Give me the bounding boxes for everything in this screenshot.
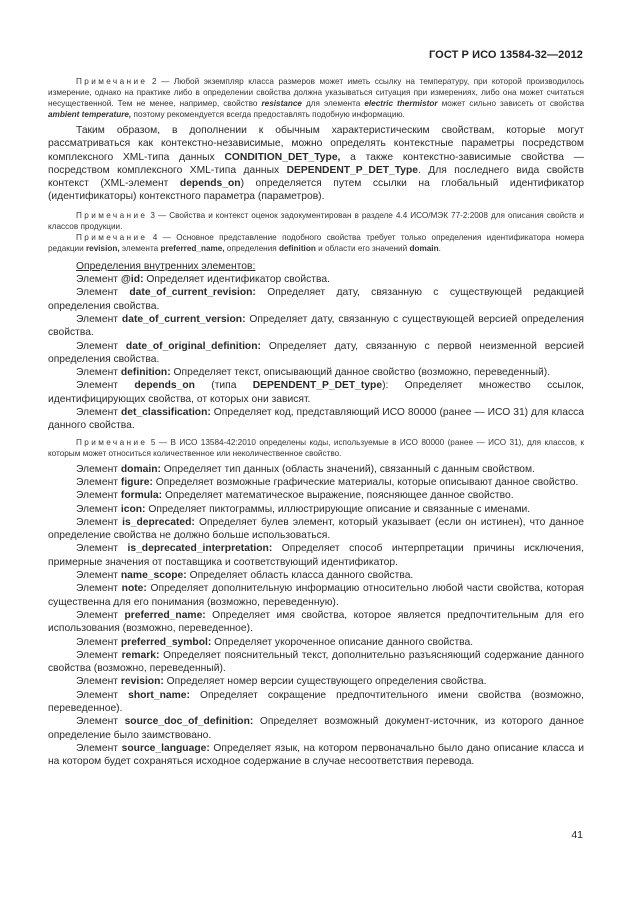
element-word: Элемент xyxy=(76,689,119,701)
element-definition xyxy=(48,313,584,340)
element-word: Элемент xyxy=(76,742,119,754)
element-definition xyxy=(48,286,584,313)
element-word: Элемент xyxy=(76,463,119,475)
element-name: depends_on xyxy=(134,380,195,392)
type-name: CONDITION_DET_Type, xyxy=(224,151,341,163)
type-name: DEPENDENT_P_DET_Type xyxy=(286,164,418,176)
term: resistance xyxy=(261,99,302,108)
element-word: Элемент xyxy=(76,676,119,688)
element-word: Элемент xyxy=(76,287,119,299)
note-label: Примечание xyxy=(76,232,148,242)
element-det-classification xyxy=(48,406,584,433)
note-label: Примечание xyxy=(76,77,148,86)
note-text: определения xyxy=(224,243,279,253)
element-definition xyxy=(48,715,584,742)
page-number: 41 xyxy=(571,829,583,841)
element-definition xyxy=(48,609,584,636)
term: domain xyxy=(409,243,439,253)
note-2 xyxy=(48,76,584,120)
element-word: Элемент xyxy=(76,516,119,528)
element-desc: Определяет номер версии существующего определения свойства. xyxy=(163,676,487,688)
term: preferred_name, xyxy=(160,243,225,253)
element-word: Элемент xyxy=(76,583,119,595)
element-word: Элемент xyxy=(76,313,119,325)
element-name: source_doc_of_definition: xyxy=(124,716,254,728)
element-name: note: xyxy=(121,583,147,595)
element-name: @id: xyxy=(120,274,144,286)
note-label: Примечание xyxy=(76,210,148,220)
term: electric thermistor xyxy=(364,99,438,108)
element-desc: Определяет дату, связанную с существующей редакцией определения свойства. xyxy=(48,287,584,312)
element-name: preferred_symbol: xyxy=(120,636,212,648)
element-name: date_of_original_definition: xyxy=(125,340,261,352)
note-text: поэтому рекомендуется всегда предоставлять подобную информацию. xyxy=(131,110,405,119)
note-text: элемента xyxy=(119,243,161,253)
element-name: depends_on xyxy=(179,178,241,190)
element-name: date_of_current_revision: xyxy=(129,287,256,299)
note-label: Примечание xyxy=(76,437,148,447)
note-4 xyxy=(48,232,584,254)
element-name: is_deprecated: xyxy=(122,516,195,528)
element-word: Элемент xyxy=(76,636,119,648)
note-text: может сильно зависеть от свойства xyxy=(437,99,584,108)
text: . Для последнего вида свойств контекст (XML-элемент xyxy=(48,164,584,190)
element-word: Элемент xyxy=(76,609,119,621)
note-text: и области его значений xyxy=(315,243,410,253)
element-definition xyxy=(48,636,584,649)
element-definition xyxy=(48,463,584,476)
element-definition xyxy=(48,675,584,688)
element-definition xyxy=(48,340,584,367)
element-word: Элемент xyxy=(76,490,119,502)
element-desc: Определяет способ интерпретации причины исключения, примерные значения от поставщика и соответствующий идентификатор. xyxy=(48,543,584,568)
element-desc: Определяет область класса данного свойства. xyxy=(186,570,414,582)
heading-text: Определения внутренних элементов: xyxy=(76,260,256,272)
term: revision, xyxy=(85,243,120,253)
element-desc: Определяет текст, описывающий данное свойство (возможно, переведенный). xyxy=(170,367,551,379)
element-definition xyxy=(48,503,584,516)
paragraph-context xyxy=(48,124,584,204)
element-name: det_classification: xyxy=(120,407,211,419)
element-desc: Определяет дополнительную информацию относительно любой части свойства, которая существенна для его понимания (возможно, переведенную). xyxy=(48,583,584,608)
element-name: formula: xyxy=(120,490,163,502)
note-5 xyxy=(48,437,584,459)
element-desc: Определяет идентификатор свойства. xyxy=(143,274,330,286)
element-desc: Определяет сокращение предпочтительного имени свойства (возможно, переведенное). xyxy=(48,689,584,714)
element-name: short_name: xyxy=(128,689,190,701)
element-definition xyxy=(48,742,584,769)
element-definition xyxy=(48,516,584,543)
element-name: source_language: xyxy=(121,742,210,754)
page-body xyxy=(48,76,584,768)
element-desc: Определяет код, представляющий ИСО 80000 (ранее — ИСО 31) для класса данного свойства. xyxy=(48,407,584,432)
element-desc: Определяет тип данных (область значений), связанный с данным свойством. xyxy=(160,463,535,475)
element-word: Элемент xyxy=(76,649,119,661)
note-text: 2 — Любой экземпляр класса размеров может иметь ссылку на температуру, при которой производилось измерение, однако на практике либо в определении свойства должна указываться ситуация при измерениях, либо она может считаться несущественной. Тем не менее, например, свойство xyxy=(48,77,584,108)
term: ambient temperature, xyxy=(48,110,132,119)
element-definition xyxy=(48,476,584,489)
element-name: icon: xyxy=(120,503,146,515)
element-desc: Определяет пояснительный текст, дополнительно разъясняющий содержание данного свойства (возможно, переведенный). xyxy=(48,649,584,675)
element-desc: Определяет язык, на котором первоначально было дано описание класса и на котором будет сохраняться исходное содержание в случае несоответствия перевода. xyxy=(48,742,584,768)
element-name: preferred_name: xyxy=(124,609,206,621)
definitions-heading xyxy=(48,260,584,273)
element-definition xyxy=(48,569,584,582)
element-definition xyxy=(48,489,584,502)
element-definition xyxy=(48,273,584,286)
note-text: 3 — Свойства и контекст оценок задокументирован в разделе 4.4 ИСО/МЭК 77-2:2008 для описания свойств и классов продукции. xyxy=(48,210,584,231)
element-name: figure: xyxy=(120,476,153,488)
note-text: для элемента xyxy=(301,99,365,108)
element-name: domain: xyxy=(120,463,161,475)
text: ): Определяет множество ссылок, идентифицирующих свойства, от которых они зависят. xyxy=(48,380,584,405)
document-header: ГОСТ Р ИСО 13584-32—2012 xyxy=(428,49,583,61)
element-desc: Определяет возможные графические материалы, которые описывают данное свойство. xyxy=(152,476,579,488)
element-word: Элемент xyxy=(76,380,119,392)
element-word: Элемент xyxy=(76,570,119,582)
elements-list-1 xyxy=(48,273,584,379)
elements-list-2 xyxy=(48,463,584,769)
element-definition xyxy=(48,649,584,676)
element-desc: Определяет дату, связанную с первой неизменной версией определения свойства. xyxy=(48,340,584,365)
element-word: Элемент xyxy=(76,503,119,515)
element-word: Элемент xyxy=(76,407,119,419)
type-name: DEPENDENT_P_DET_type xyxy=(252,380,383,392)
element-word: Элемент xyxy=(76,274,119,286)
element-desc: Определяет укороченное описание данного свойства. xyxy=(211,636,474,648)
element-name: is_deprecated_interpretation: xyxy=(127,543,273,555)
note-text: 4 — Основное представление подобного свойства требует только определения идентификатора номера редакции xyxy=(48,232,584,253)
element-name: definition: xyxy=(120,367,171,379)
element-definition xyxy=(48,582,584,609)
element-desc: Определяет дату, связанную с существующей версией определения свойства. xyxy=(48,313,584,339)
element-word: Элемент xyxy=(76,543,119,555)
element-definition xyxy=(48,366,584,379)
element-desc: Определяет булев элемент, который указывает (если он истинен), что данное определение свойства не должно больше использоваться. xyxy=(48,516,584,542)
note-text: . xyxy=(438,243,441,253)
element-definition xyxy=(48,689,584,716)
note-3 xyxy=(48,210,584,232)
element-name: date_of_current_version: xyxy=(121,313,246,325)
element-name: remark: xyxy=(121,649,160,661)
element-word: Элемент xyxy=(76,340,119,352)
text: а также контекстно-зависимые свойства — посредством комплексного XML-типа данных xyxy=(48,151,584,176)
element-desc: Определяет возможный документ-источник, из которого данное определение было заимствовано. xyxy=(48,716,584,741)
text: (типа xyxy=(194,380,253,392)
element-name: revision: xyxy=(120,676,164,688)
element-name: name_scope: xyxy=(120,570,187,582)
element-word: Элемент xyxy=(76,716,119,728)
text: Таким образом, в дополнении к обычным характеристическим свойствам, которые могут рассматриваться как контекстно-независимые, можно определять контекстные параметры посредством комплексного XML-типа данных xyxy=(48,125,584,163)
element-definition xyxy=(48,542,584,569)
note-text: 5 — В ИСО 13584-42:2010 определены коды, используемые в ИСО 80000 (ранее — ИСО 31), для классов, к которым может относиться количественное или неколичественное свойство. xyxy=(48,437,584,458)
element-word: Элемент xyxy=(76,367,119,379)
element-desc: Определяет математическое выражение, поясняющее данное свойство. xyxy=(162,490,514,502)
element-desc: Определяет имя свойства, которое является предпочтительным для его использования (возможно, переведенное). xyxy=(48,609,584,635)
element-word: Элемент xyxy=(76,476,119,488)
term: definition xyxy=(279,243,316,253)
element-depends-on xyxy=(48,379,584,406)
text: ) определяется путем ссылки на глобальный идентификатор (идентификаторы) контекстного параметра (параметров). xyxy=(48,178,584,203)
element-desc: Определяет пиктограммы, иллюстрирующие описание и связанные с именами. xyxy=(145,503,531,515)
